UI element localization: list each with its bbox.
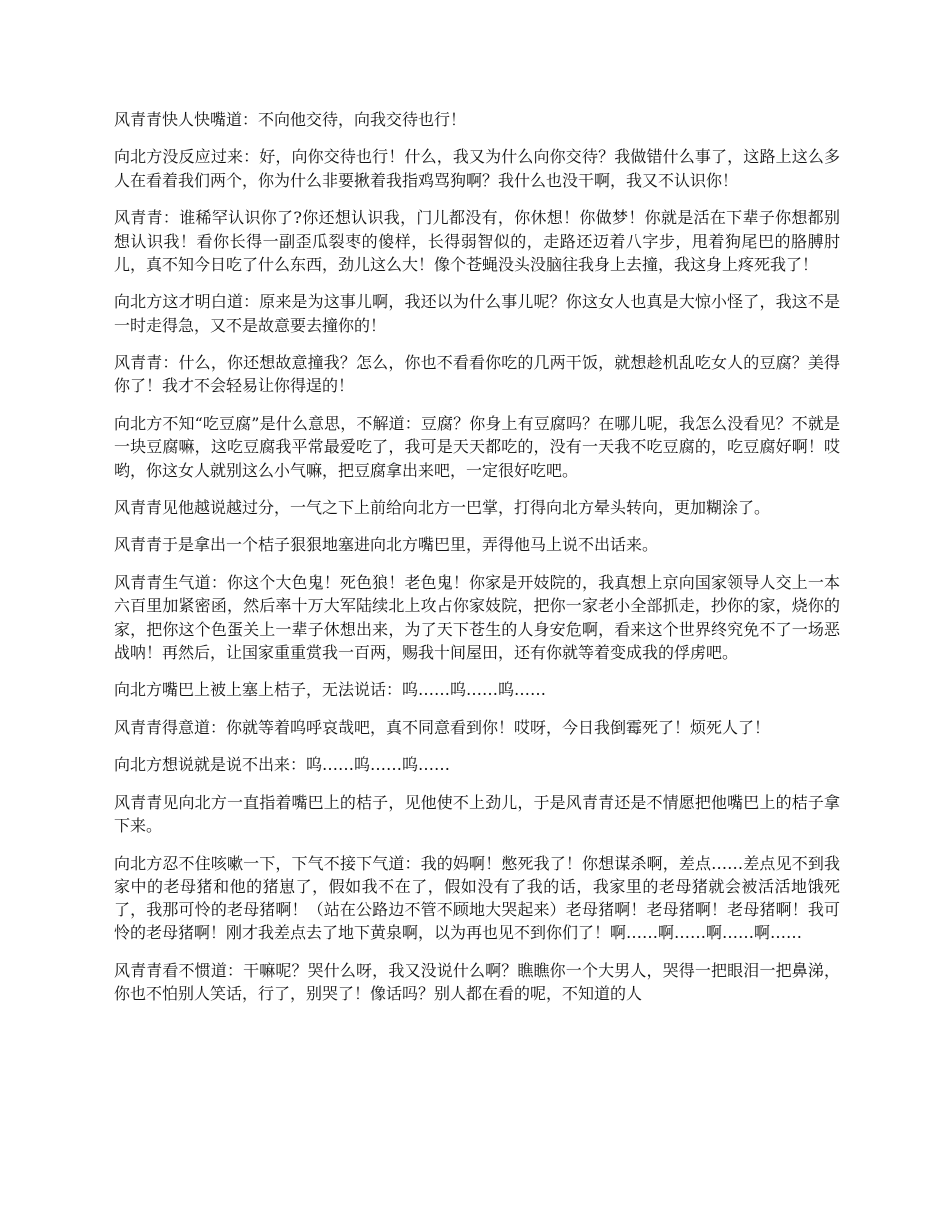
paragraph: 向北方没反应过来：好，向你交待也行！什么，我又为什么向你交待？我做错什么事了，这路上这么多人在看着我们两个，你为什么非要揪着我指鸡骂狗啊？我什么也没干啊，我又不认识你！ xyxy=(114,147,840,190)
paragraph: 风青青看不惯道：干嘛呢？哭什么呀，我又没说什么啊？瞧瞧你一个大男人，哭得一把眼泪一把鼻涕，你也不怕别人笑话，行了，别哭了！像话吗？别人都在看的呢，不知道的人 xyxy=(114,960,840,1004)
paragraph: 风青青：什么，你还想故意撞我？怎么，你也不看看你吃的几两干饭，就想趁机乱吃女人的豆腐？美得你了！我才不会轻易让你得逞的！ xyxy=(114,353,840,396)
paragraph: 风青青见他越说越过分，一气之下上前给向北方一巴掌，打得向北方晕头转向，更加糊涂了。 xyxy=(114,497,771,517)
paragraph: 风青青快人快嘴道：不向他交待，向我交待也行！ xyxy=(114,110,467,129)
paragraph: 风青青见向北方一直指着嘴巴上的桔子，见他使不上劲儿，于是风青青还是不情愿把他嘴巴上的桔子拿下来。 xyxy=(114,792,840,836)
paragraph: 向北方这才明白道：原来是为这事儿啊，我还以为什么事儿呢？你这女人也真是大惊小怪了，我这不是一时走得急，又不是故意要去撞你的！ xyxy=(114,292,840,335)
paragraph: 风青青于是拿出一个桔子狠狠地塞进向北方嘴巴里，弄得他马上说不出话来。 xyxy=(114,535,659,555)
paragraph: 向北方嘴巴上被上塞上桔子，无法说话：呜……呜……呜…… xyxy=(114,680,547,700)
paragraph: 向北方不知“吃豆腐”是什么意思，不解道：豆腐？你身上有豆腐吗？在哪儿呢，我怎么没看见？不就是一块豆腐嘛，这吃豆腐我平常最爱吃了，我可是天天都吃的，没有一天我不吃豆腐的，吃豆腐好啊！哎哟，你这女人就别这么小气嘛，把豆腐拿出来吧，一定很好吃吧。 xyxy=(114,413,840,480)
paragraph: 风青青：谁稀罕认识你了?你还想认识我，门儿都没有，你休想！你做梦！你就是活在下辈子你想都别想认识我！看你长得一副歪瓜裂枣的傻样，长得弱智似的，走路还迈着八字步，甩着狗尾巴的胳膊肘儿，真不知今日吃了什么东西，劲儿这么大！像个苍蝇没头没脑往我身上去撞，我这身上疼死我了！ xyxy=(114,208,840,274)
document-page xyxy=(114,108,840,1020)
paragraph: 向北方想说就是说不出来：呜……呜……呜…… xyxy=(114,755,451,775)
paragraph: 向北方忍不住咳嗽一下，下气不接下气道：我的妈啊！憋死我了！你想谋杀啊，差点……差点见不到我家中的老母猪和他的猪崽了，假如我不在了，假如没有了我的话，我家里的老母猪就会被活活地饿死了，我那可怜的老母猪啊！（站在公路边不管不顾地大哭起来）老母猪啊！老母猪啊！老母猪啊！我可怜的老母猪啊！刚才我差点去了地下黄泉啊，以为再也见不到你们了！啊……啊……啊……啊…… xyxy=(114,853,840,943)
paragraph: 风青青生气道：你这个大色鬼！死色狼！老色鬼！你家是开妓院的，我真想上京向国家领导人交上一本六百里加紧密函，然后率十万大军陆续北上攻占你家妓院，把你一家老小全部抓走，抄你的家，烧你的家，把你这个色蛋关上一辈子休想出来，为了天下苍生的人身安危啊，看来这个世界终究免不了一场恶战呐！再然后，让国家重重赏我一百两，赐我十间屋田，还有你就等着变成我的俘虏吧。 xyxy=(114,572,840,662)
paragraph: 风青青得意道：你就等着呜呼哀哉吧，真不同意看到你！哎呀，今日我倒霉死了！烦死人了！ xyxy=(114,717,771,737)
